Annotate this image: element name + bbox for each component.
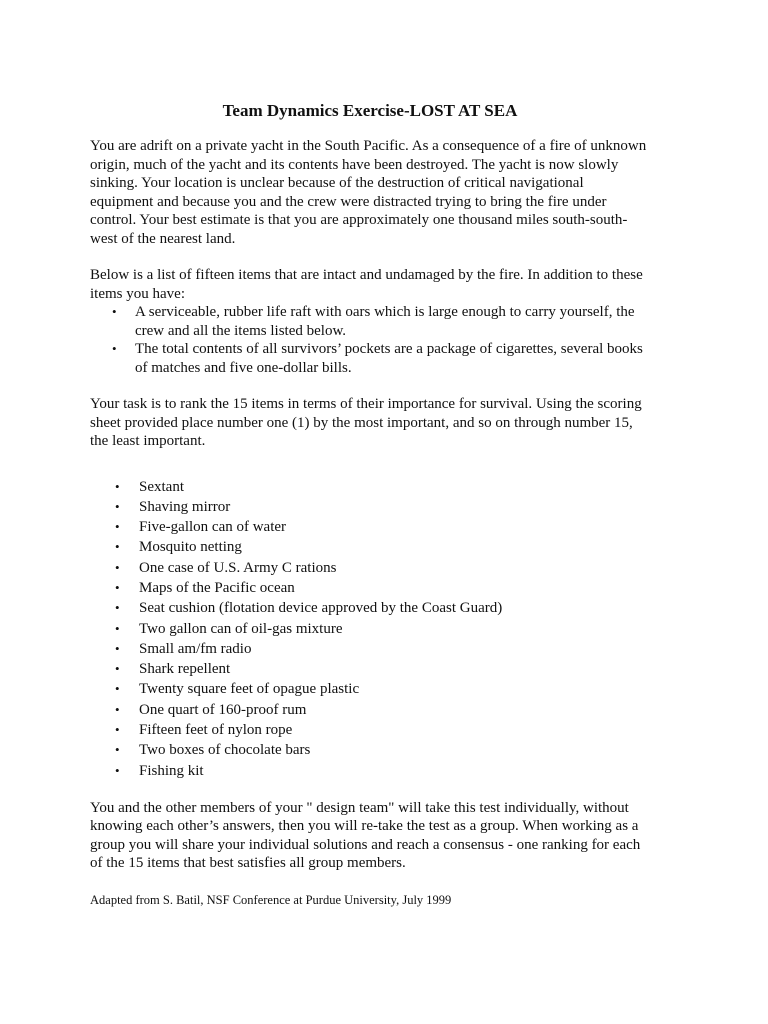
list-item-text: Maps of the Pacific ocean (139, 579, 295, 596)
list-item-text: Twenty square feet of opague plastic (139, 681, 360, 698)
list-item (90, 598, 650, 618)
bullet-icon: • (115, 519, 120, 535)
list-item (90, 578, 650, 598)
bullet-icon: • (115, 478, 120, 494)
source-footnote: Adapted from S. Batil, NSF Conference at Purdue University, July 1999 (90, 893, 452, 907)
bullet-icon: • (115, 661, 120, 677)
group-instructions-paragraph: You and the other members of your " design team" will take this test individually, without knowing each other’s answers, then you will re-take the test as a group. When working as a group you will share your individual solutions and reach a consensus - one ranking for each of the 15 items that best satisfies all group members. (90, 799, 641, 872)
bullet-icon: • (115, 620, 120, 636)
list-item-text: The total contents of all survivors’ pockets are a package of cigarettes, several books of matches and five one-dollar bills. (135, 341, 643, 376)
bullet-icon: • (115, 762, 120, 778)
list-item-text: Seat cushion (flotation device approved by the Coast Guard) (139, 600, 503, 617)
bullet-icon: • (115, 640, 120, 656)
list-item (90, 740, 650, 760)
list-item (90, 619, 650, 639)
list-item (90, 477, 650, 497)
document-body (90, 100, 650, 873)
bullet-icon: • (112, 341, 117, 356)
list-item (90, 700, 650, 720)
list-item-text: Five-gallon can of water (139, 519, 287, 536)
bullet-icon: • (112, 304, 117, 319)
list-item (90, 679, 650, 699)
list-item (90, 340, 650, 377)
list-item-text: Sextant (139, 478, 184, 495)
list-item-text: Fishing kit (139, 762, 204, 779)
list-item-text: Mosquito netting (139, 539, 242, 556)
task-paragraph: Your task is to rank the 15 items in terms of their importance for survival. Using the scoring sheet provided place number one (1) by the most important, and so on through number 15, the least important. (90, 396, 642, 449)
bullet-icon: • (115, 701, 120, 717)
list-item (90, 639, 650, 659)
bullet-icon: • (115, 742, 120, 758)
list-item-text: Shark repellent (139, 661, 231, 678)
bullet-icon: • (115, 722, 120, 738)
list-item (90, 761, 650, 781)
bullet-icon: • (115, 600, 120, 616)
list-item-text: A serviceable, rubber life raft with oars which is large enough to carry yourself, the crew and all the items listed below. (135, 304, 635, 339)
list-item-text: One case of U.S. Army C rations (139, 559, 337, 576)
survival-items-list (90, 477, 650, 781)
bullet-icon: • (115, 559, 120, 575)
scenario-paragraph: You are adrift on a private yacht in the South Pacific. As a consequence of a fire of unknown origin, much of the yacht and its contents have been destroyed. The yacht is now slowly sinking. Your location is unclear because of the destruction of critical navigational equipment and because you and the crew were distracted trying to bring the fire under control. Your best estimate is that you are approximately one thousand miles south-south-west of the nearest land. (90, 138, 647, 247)
list-item-text: Small am/fm radio (139, 640, 252, 657)
list-item-text: One quart of 160-proof rum (139, 701, 307, 718)
list-item (90, 537, 650, 557)
bullet-icon: • (115, 579, 120, 595)
list-item (90, 497, 650, 517)
list-item-text: Two gallon can of oil-gas mixture (139, 620, 343, 637)
intro-bullet-list (90, 303, 650, 377)
bullet-icon: • (115, 681, 120, 697)
list-item (90, 303, 650, 340)
bullet-icon: • (115, 498, 120, 514)
list-item (90, 659, 650, 679)
list-item (90, 558, 650, 578)
list-item-text: Fifteen feet of nylon rope (139, 722, 293, 739)
list-item-text: Shaving mirror (139, 498, 231, 515)
bullet-icon: • (115, 539, 120, 555)
list-item (90, 720, 650, 740)
document-title: Team Dynamics Exercise-LOST AT SEA (222, 101, 518, 120)
list-item (90, 517, 650, 537)
list-item-text: Two boxes of chocolate bars (139, 742, 311, 759)
items-intro-paragraph: Below is a list of fifteen items that are intact and undamaged by the fire. In addition to these items you have: (90, 267, 643, 302)
